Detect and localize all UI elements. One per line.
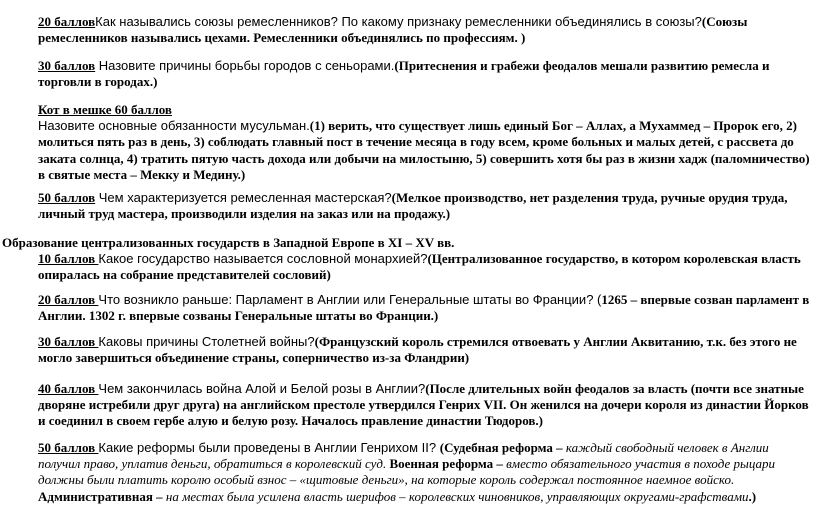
answer-text: (1) верить, что существует лишь единый Бог – Аллах, а Мухаммед – Пророк его, 2) молиться пять раз в день, 3) соблюдать главный пост в течение месяца в году всем, кроме больных и малых детей, с рассвета до заката солнца, 4) тратить пятую часть дохода или добычи на милостыню, 5) совершить хотя бы раз в жизни хадж (паломничество) в святые места – Мекку и Медину.) [38,118,810,182]
points-label: 10 баллов [38,251,99,266]
answer-text: (Союзы ремесленников назывались цехами. Ремесленники объединялись по профессиям. ) [38,14,748,46]
admin-reform-label: Административная – [38,488,166,504]
answer-text: (Французский король стремился отвоевать у Англии Аквитанию, т.к. без этого не могло завершиться объединение страны, соперничество из-за Фландрии) [38,334,797,366]
question-text: Назовите причины борьбы городов с сеньорами. [95,58,395,73]
judicial-reform-label: (Судебная реформа – [439,440,566,455]
points-label: 20 баллов [38,14,96,29]
question-block-3 [38,102,810,183]
question-text: Чем закончилась война Алой и Белой розы в Англии? [98,381,426,396]
question-block-2 [38,58,810,90]
question-block-6 [38,292,810,324]
answer-text: (Притеснения и грабежи феодалов мешали развитию ремесла и торговли в городах.) [38,58,770,90]
question-text: Какое государство называется сословной монархией? [98,251,428,266]
points-label: 30 баллов [38,58,96,73]
bonus-title: Кот в мешке 60 баллов [38,102,172,117]
closing-paren: .) [748,488,757,504]
points-label: 50 баллов [38,190,96,205]
answer-text: 1265 – впервые созван парламент в Англии. 1302 г. впервые созваны Генеральные штаты во Франции.) [38,292,810,324]
question-text: Какие реформы были проведены в Англии Генрихом II? [98,440,440,455]
answer-text: (Централизованное государство, в котором королевская власть опиралась на собрание представителей сословий) [38,251,801,283]
question-text: Что возникло раньше: Парламент в Англии или Генеральные штаты во Франции? ( [98,292,602,307]
military-reform-text: вместо обязательного участия в походе рыцари должны были платить королю особый взнос – «щитовые деньги», на которые король содержал постоянное наемное войско. [38,456,775,488]
points-label: 40 баллов [38,381,99,396]
question-block-4 [38,190,810,222]
question-text: Каковы причины Столетней войны? [98,334,315,349]
military-reform-label: Военная реформа – [389,456,507,472]
points-label: 50 баллов [38,440,99,455]
question-block-9 [38,440,810,505]
question-text: Назовите основные обязанности мусульман. [38,118,310,134]
judicial-reform-text: каждый свободный человек в Англии получил право, уплатив деньги, обратиться в королевский суд. [38,440,769,472]
answer-text: (После длительных войн феодалов за власть (почти все знатные дворяне истребили друг друга) на английском престоле утвердился Генрих VII. Он женился на дочери короля из династии Йорков и соединил в своем гербе алую и белую розу. Началось правление династии Тюдоров.) [38,381,809,429]
question-text: Чем характеризуется ремесленная мастерская? [95,190,392,205]
admin-reform-text: на местах была усилена власть шерифов – королевских чиновников, управляющих округами-графствами [165,488,749,504]
question-block-5 [38,251,810,283]
section-title: Образование централизованных государств в Западной Европе в XI – XV вв. [2,235,455,250]
answer-text: (Мелкое производство, нет разделения труда, ручные орудия труда, личный труд мастера, производили изделия на заказ или на продажу.) [38,190,788,222]
points-label: 20 баллов [38,292,99,307]
question-block-8 [38,381,810,430]
question-block-1 [38,14,810,46]
points-label: 30 баллов [38,334,99,349]
question-block-7 [38,334,810,366]
question-text: Как назывались союзы ремесленников? По какому признаку ремесленники объединялись в союзы? [95,14,702,29]
